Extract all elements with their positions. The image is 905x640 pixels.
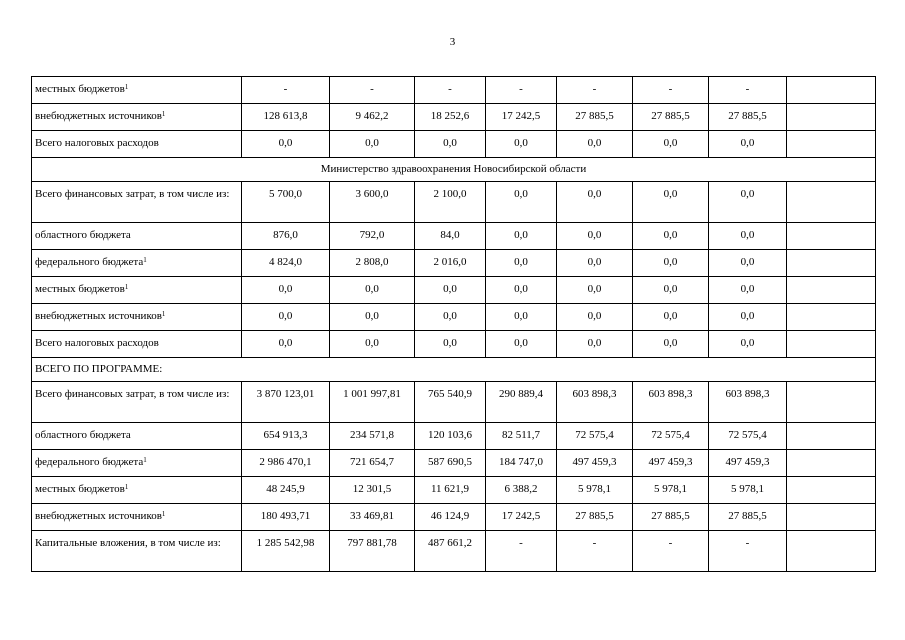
value-cell: 0,0 xyxy=(486,182,557,223)
footnote-marker: 1 xyxy=(161,310,166,318)
value-cell: 1 001 997,81 xyxy=(330,382,415,423)
value-cell xyxy=(787,531,876,572)
row-label xyxy=(32,382,242,423)
value-cell: 497 459,3 xyxy=(557,450,633,477)
row-label xyxy=(32,531,242,572)
value-cell: 0,0 xyxy=(486,331,557,358)
section-title: Министерство здравоохранения Новосибирской области xyxy=(32,158,876,182)
table-row xyxy=(32,182,876,223)
value-cell: 0,0 xyxy=(633,182,709,223)
value-cell: 487 661,2 xyxy=(415,531,486,572)
value-cell: 0,0 xyxy=(486,223,557,250)
value-cell: 0,0 xyxy=(330,304,415,331)
row-label-text: Всего финансовых затрат, в том числе из: xyxy=(35,188,230,200)
value-cell: - xyxy=(486,531,557,572)
value-cell: 5 978,1 xyxy=(633,477,709,504)
value-cell: - xyxy=(330,77,415,104)
value-cell: 0,0 xyxy=(486,304,557,331)
value-cell: 2 986 470,1 xyxy=(242,450,330,477)
value-cell: 0,0 xyxy=(486,277,557,304)
table-row xyxy=(32,304,876,331)
value-cell: 797 881,78 xyxy=(330,531,415,572)
row-label xyxy=(32,250,242,277)
value-cell: 0,0 xyxy=(633,223,709,250)
value-cell: 0,0 xyxy=(330,331,415,358)
row-label xyxy=(32,131,242,158)
value-cell: 9 462,2 xyxy=(330,104,415,131)
value-cell: 120 103,6 xyxy=(415,423,486,450)
value-cell: 0,0 xyxy=(242,304,330,331)
row-label-text: внебюджетных источников xyxy=(35,310,162,322)
value-cell: 3 600,0 xyxy=(330,182,415,223)
value-cell xyxy=(787,331,876,358)
row-label xyxy=(32,504,242,531)
value-cell: 0,0 xyxy=(633,131,709,158)
value-cell: 0,0 xyxy=(709,182,787,223)
value-cell: 6 388,2 xyxy=(486,477,557,504)
value-cell: 0,0 xyxy=(709,277,787,304)
value-cell: 84,0 xyxy=(415,223,486,250)
value-cell: 0,0 xyxy=(486,250,557,277)
value-cell: - xyxy=(415,77,486,104)
value-cell: 0,0 xyxy=(557,277,633,304)
value-cell: 11 621,9 xyxy=(415,477,486,504)
value-cell: 0,0 xyxy=(709,331,787,358)
value-cell xyxy=(787,223,876,250)
row-label-text: Капитальные вложения, в том числе из: xyxy=(35,537,221,549)
table-row xyxy=(32,423,876,450)
value-cell: 0,0 xyxy=(557,331,633,358)
value-cell: 0,0 xyxy=(709,223,787,250)
footnote-marker: 1 xyxy=(124,483,129,491)
value-cell: 27 885,5 xyxy=(557,104,633,131)
value-cell: 128 613,8 xyxy=(242,104,330,131)
table-row xyxy=(32,277,876,304)
row-label xyxy=(32,304,242,331)
value-cell: 27 885,5 xyxy=(633,504,709,531)
footnote-marker: 1 xyxy=(143,256,147,264)
value-cell: 0,0 xyxy=(415,131,486,158)
table-row xyxy=(32,531,876,572)
value-cell: 4 824,0 xyxy=(242,250,330,277)
value-cell: 33 469,81 xyxy=(330,504,415,531)
row-label-text: внебюджетных источников xyxy=(35,510,162,522)
value-cell: 603 898,3 xyxy=(709,382,787,423)
value-cell: 0,0 xyxy=(633,277,709,304)
table-row xyxy=(32,331,876,358)
table-row xyxy=(32,477,876,504)
value-cell: 603 898,3 xyxy=(633,382,709,423)
value-cell: 27 885,5 xyxy=(709,104,787,131)
table-row xyxy=(32,450,876,477)
value-cell: 17 242,5 xyxy=(486,104,557,131)
value-cell: 0,0 xyxy=(709,250,787,277)
value-cell: 765 540,9 xyxy=(415,382,486,423)
value-cell: 0,0 xyxy=(557,131,633,158)
row-label-text: местных бюджетов xyxy=(35,283,125,295)
value-cell: - xyxy=(709,77,787,104)
value-cell: 0,0 xyxy=(557,182,633,223)
value-cell: 3 870 123,01 xyxy=(242,382,330,423)
value-cell: 0,0 xyxy=(709,304,787,331)
row-label-text: федерального бюджета xyxy=(35,256,144,268)
row-label-text: областного бюджета xyxy=(35,229,131,241)
value-cell: 180 493,71 xyxy=(242,504,330,531)
value-cell: 0,0 xyxy=(242,331,330,358)
row-label-text: местных бюджетов xyxy=(35,83,125,95)
value-cell: 876,0 xyxy=(242,223,330,250)
value-cell: 2 100,0 xyxy=(415,182,486,223)
value-cell: - xyxy=(486,77,557,104)
value-cell: - xyxy=(633,531,709,572)
row-label xyxy=(32,223,242,250)
value-cell: 5 700,0 xyxy=(242,182,330,223)
value-cell: 2 808,0 xyxy=(330,250,415,277)
value-cell: 721 654,7 xyxy=(330,450,415,477)
table-row xyxy=(32,104,876,131)
value-cell: 12 301,5 xyxy=(330,477,415,504)
value-cell: 0,0 xyxy=(633,250,709,277)
table-row xyxy=(32,504,876,531)
value-cell: - xyxy=(557,77,633,104)
value-cell: 603 898,3 xyxy=(557,382,633,423)
row-label-text: Всего финансовых затрат, в том числе из: xyxy=(35,388,230,400)
value-cell: 0,0 xyxy=(557,223,633,250)
value-cell: 82 511,7 xyxy=(486,423,557,450)
value-cell: 587 690,5 xyxy=(415,450,486,477)
value-cell: 184 747,0 xyxy=(486,450,557,477)
value-cell xyxy=(787,382,876,423)
value-cell: 72 575,4 xyxy=(709,423,787,450)
value-cell: 0,0 xyxy=(330,131,415,158)
value-cell xyxy=(787,504,876,531)
value-cell: 27 885,5 xyxy=(709,504,787,531)
value-cell xyxy=(787,450,876,477)
row-label-text: Всего налоговых расходов xyxy=(35,137,159,149)
section-row xyxy=(32,158,876,182)
value-cell xyxy=(787,277,876,304)
value-cell: 0,0 xyxy=(330,277,415,304)
value-cell: 0,0 xyxy=(557,250,633,277)
value-cell: - xyxy=(709,531,787,572)
footnote-marker: 1 xyxy=(124,83,129,91)
value-cell: 72 575,4 xyxy=(557,423,633,450)
value-cell: 290 889,4 xyxy=(486,382,557,423)
value-cell: 497 459,3 xyxy=(709,450,787,477)
value-cell: 497 459,3 xyxy=(633,450,709,477)
value-cell: 0,0 xyxy=(415,277,486,304)
value-cell xyxy=(787,304,876,331)
value-cell: 27 885,5 xyxy=(557,504,633,531)
footnote-marker: 1 xyxy=(124,283,129,291)
budget-table-body xyxy=(32,77,876,572)
table-row xyxy=(32,223,876,250)
row-label xyxy=(32,331,242,358)
row-label xyxy=(32,277,242,304)
value-cell: - xyxy=(633,77,709,104)
value-cell: 792,0 xyxy=(330,223,415,250)
row-label xyxy=(32,104,242,131)
row-label xyxy=(32,450,242,477)
table-row xyxy=(32,382,876,423)
row-label xyxy=(32,423,242,450)
value-cell: 17 242,5 xyxy=(486,504,557,531)
row-label xyxy=(32,477,242,504)
value-cell: - xyxy=(242,77,330,104)
footnote-marker: 1 xyxy=(161,510,166,518)
row-label-text: федерального бюджета xyxy=(35,456,144,468)
footnote-marker: 1 xyxy=(143,456,147,464)
row-label-text: местных бюджетов xyxy=(35,483,125,495)
section-title: ВСЕГО ПО ПРОГРАММЕ: xyxy=(32,358,876,382)
row-label-text: внебюджетных источников xyxy=(35,110,162,122)
value-cell: 46 124,9 xyxy=(415,504,486,531)
value-cell xyxy=(787,77,876,104)
value-cell: - xyxy=(557,531,633,572)
value-cell: 27 885,5 xyxy=(633,104,709,131)
value-cell: 18 252,6 xyxy=(415,104,486,131)
value-cell xyxy=(787,182,876,223)
value-cell: 0,0 xyxy=(709,131,787,158)
value-cell: 654 913,3 xyxy=(242,423,330,450)
value-cell xyxy=(787,423,876,450)
value-cell: 0,0 xyxy=(633,304,709,331)
value-cell: 48 245,9 xyxy=(242,477,330,504)
value-cell xyxy=(787,131,876,158)
value-cell: 0,0 xyxy=(557,304,633,331)
value-cell: 234 571,8 xyxy=(330,423,415,450)
row-label-text: областного бюджета xyxy=(35,429,131,441)
value-cell: 0,0 xyxy=(242,131,330,158)
value-cell: 1 285 542,98 xyxy=(242,531,330,572)
value-cell xyxy=(787,250,876,277)
value-cell xyxy=(787,477,876,504)
value-cell xyxy=(787,104,876,131)
table-row xyxy=(32,77,876,104)
value-cell: 0,0 xyxy=(486,131,557,158)
budget-table xyxy=(31,76,876,572)
table-row xyxy=(32,131,876,158)
footnote-marker: 1 xyxy=(161,110,166,118)
row-label-text: Всего налоговых расходов xyxy=(35,337,159,349)
row-label xyxy=(32,77,242,104)
value-cell: 72 575,4 xyxy=(633,423,709,450)
value-cell: 0,0 xyxy=(415,331,486,358)
value-cell: 0,0 xyxy=(242,277,330,304)
page-number: 3 xyxy=(449,36,456,48)
table-row xyxy=(32,250,876,277)
value-cell: 0,0 xyxy=(633,331,709,358)
value-cell: 0,0 xyxy=(415,304,486,331)
value-cell: 2 016,0 xyxy=(415,250,486,277)
row-label xyxy=(32,182,242,223)
value-cell: 5 978,1 xyxy=(557,477,633,504)
value-cell: 5 978,1 xyxy=(709,477,787,504)
section-row xyxy=(32,358,876,382)
